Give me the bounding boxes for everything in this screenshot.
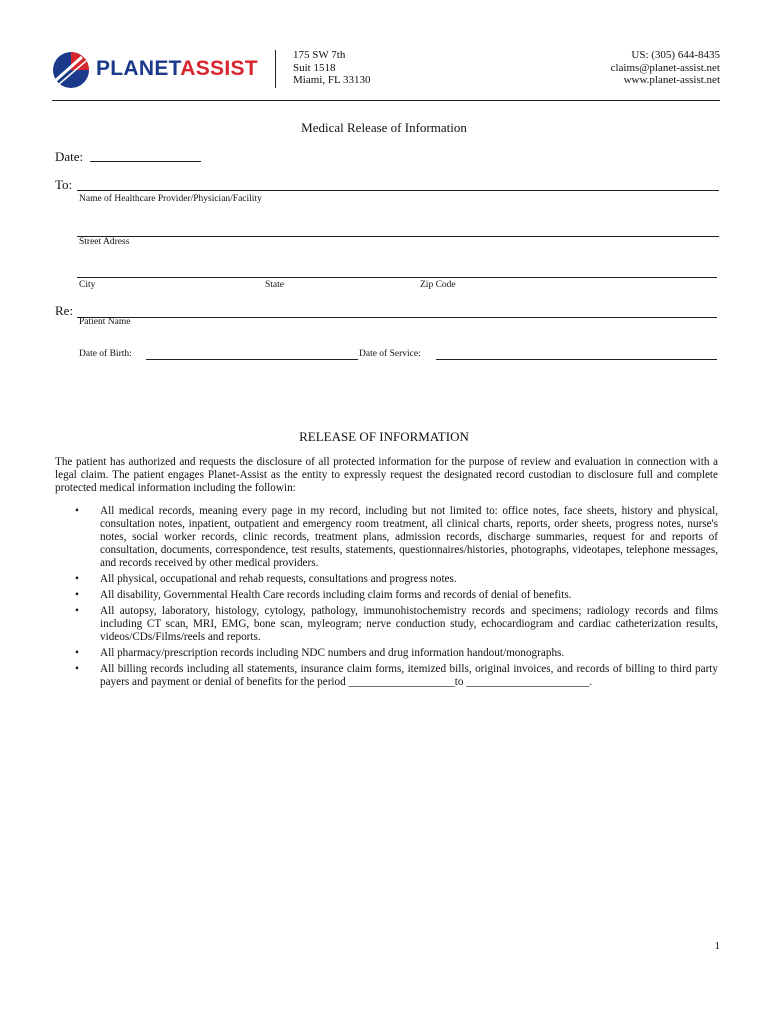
list-item [55, 647, 718, 660]
brand-name [96, 57, 258, 81]
brand-name-part1: PLANET [96, 57, 181, 80]
company-contact [611, 49, 720, 87]
bullet: • [75, 589, 79, 601]
dos-field-line[interactable] [436, 359, 717, 360]
state-caption: State [265, 280, 284, 290]
planetassist-logo-icon [52, 51, 92, 89]
to-label: To: [55, 177, 73, 192]
street-caption: Street Adress [79, 237, 130, 247]
bullet: • [75, 605, 79, 617]
list-item [55, 573, 718, 586]
list-item [55, 663, 718, 689]
contact-website[interactable]: www.planet-assist.net [623, 74, 720, 86]
bullet: • [75, 505, 79, 517]
contact-phone: US: (305) 644-8435 [631, 49, 720, 61]
re-label: Re: [55, 303, 74, 318]
date-label: Date: [55, 149, 84, 164]
company-address [293, 49, 371, 87]
street-field-line[interactable] [77, 236, 719, 237]
address-line: Miami, FL 33130 [293, 74, 371, 86]
city-caption: City [79, 280, 96, 290]
zip-caption: Zip Code [420, 280, 456, 290]
address-line: Suit 1518 [293, 61, 336, 74]
intro-paragraph: The patient has authorized and requests the disclosure of all protected information for the purpose of review and evaluation in connection with a legal claim. The patient engages Planet-Assist as the entity to expressly request the designated record custodian to disclosure full and complete protected medical information including the followin: [55, 456, 718, 494]
header-rule [52, 100, 720, 101]
bullet: • [75, 663, 79, 675]
list-item-text: All disability, Governmental Health Care records including claim forms and records of denial of benefits. [100, 589, 572, 601]
provider-name-caption: Name of Healthcare Provider/Physician/Facility [79, 194, 262, 204]
list-item [55, 605, 718, 644]
page-number: 1 [714, 940, 720, 952]
patient-name-caption: Patient Name [79, 317, 131, 327]
list-item-text: All pharmacy/prescription records including NDC numbers and drug information handout/monographs. [100, 647, 565, 659]
document-title: Medical Release of Information [301, 120, 467, 135]
patient-name-field-line[interactable] [77, 317, 717, 318]
list-item-text: All autopsy, laboratory, histology, cytology, pathology, immunohistochemistry records and specimens; radiology records and films including CT scan, MRI, EMG, bone scan, myleogram; nerve conduction study, echocardiogram and cardiac catheterization results, videos/CDs/Films/reels and reports. [100, 605, 718, 643]
dob-label: Date of Birth: [79, 349, 132, 359]
city-state-zip-field-line[interactable] [77, 277, 717, 278]
dob-field-line[interactable] [146, 359, 358, 360]
address-line: 175 SW 7th [293, 49, 346, 61]
bullet: • [75, 573, 79, 585]
list-item [55, 505, 718, 570]
release-items-list [55, 505, 718, 692]
list-item-text: All physical, occupational and rehab requests, consultations and progress notes. [100, 573, 457, 585]
list-item [55, 589, 718, 602]
date-field-line[interactable] [90, 161, 201, 162]
bullet: • [75, 647, 79, 659]
dos-label: Date of Service: [359, 349, 421, 359]
list-item-text: All billing records including all statements, insurance claim forms, itemized bills, original invoices, and records of billing to third party payers and payment or denial of benefits for the period ___________________to ______________________. [100, 663, 718, 688]
contact-email[interactable]: claims@planet-assist.net [610, 61, 720, 74]
brand-name-part2: ASSIST [180, 57, 258, 80]
section-title: RELEASE OF INFORMATION [299, 429, 469, 444]
list-item-text: All medical records, meaning every page in my record, including but not limited to: office notes, face sheets, history and physical, consultation notes, inpatient, outpatient and emergency room treatment, all clinical charts, reports, order sheets, progress notes, nurse's notes, social worker records, clinic records, treatment plans, admission records, discharge summaries, request for and reports of consultation, documents, correspondence, test results, statements, questionnaires/histories, photographs, videotapes, telephone messages, and records received by other medical providers. [100, 505, 718, 569]
header-divider [275, 50, 276, 88]
provider-name-field-line[interactable] [77, 190, 719, 191]
